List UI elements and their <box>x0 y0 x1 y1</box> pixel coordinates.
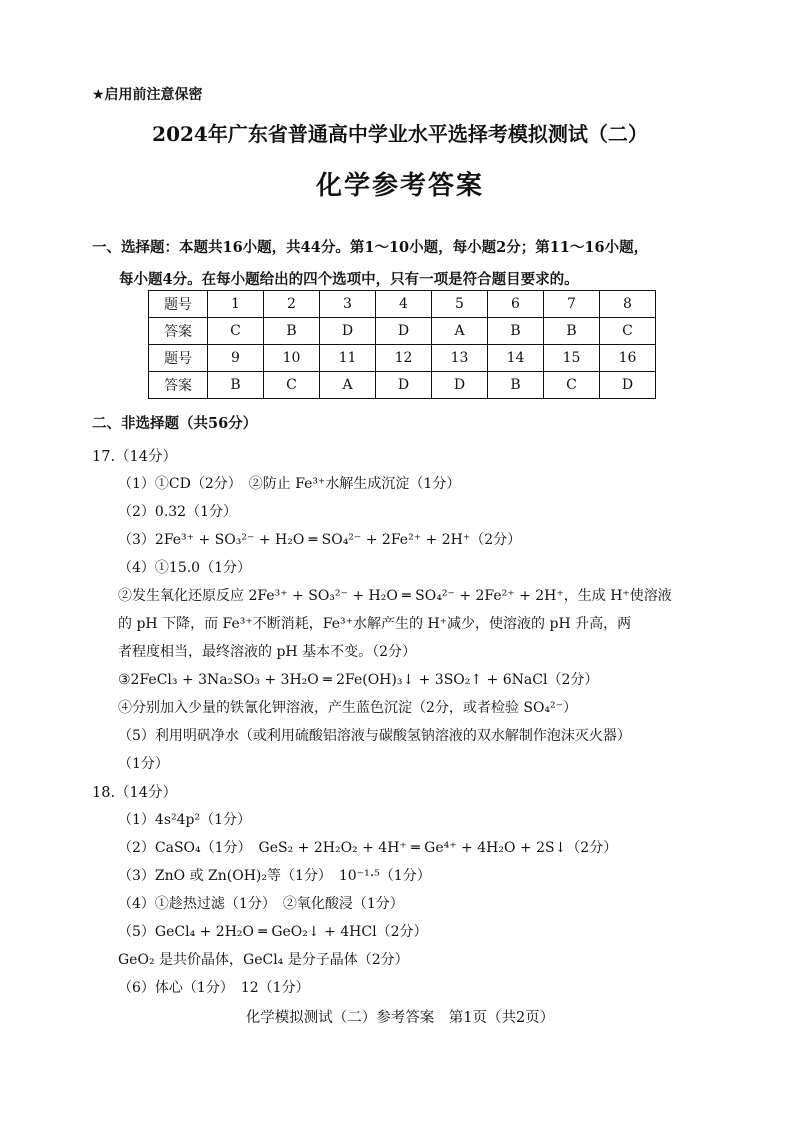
page-subtitle: 化学参考答案 <box>315 171 484 201</box>
table-cell: B <box>264 318 320 345</box>
answer-table <box>148 290 656 399</box>
table-cell: 6 <box>488 291 544 318</box>
table-cell: D <box>376 318 432 345</box>
table-cell: C <box>208 318 264 345</box>
section1-instructions <box>92 232 712 296</box>
table-cell: D <box>320 318 376 345</box>
q17-line: （3）2Fe³⁺ + SO₃²⁻ + H₂O ═ SO₄²⁻ + 2Fe²⁺ + 2H⁺（2分） <box>118 532 522 548</box>
table-cell: 题号 <box>149 345 208 372</box>
q18-line: （2）CaSO₄（1分） GeS₂ + 2H₂O₂ + 4H⁺ ═ Ge⁴⁺ + 4H₂O + 2S↓（2分） <box>118 840 618 856</box>
q17-line: ③2FeCl₃ + 3Na₂SO₃ + 3H₂O ═ 2Fe(OH)₃↓ + 3SO₂↑ + 6NaCl（2分） <box>118 672 599 688</box>
table-cell: 14 <box>488 345 544 372</box>
table-cell: A <box>432 318 488 345</box>
q17-line: （1分） <box>118 756 169 772</box>
table-cell: 5 <box>432 291 488 318</box>
table-cell: 8 <box>600 291 656 318</box>
table-row <box>149 345 656 372</box>
table-cell: 13 <box>432 345 488 372</box>
table-cell: 12 <box>376 345 432 372</box>
table-cell: D <box>432 372 488 399</box>
q18-label: 18.（14分） <box>92 785 178 801</box>
q18-line: （4）①趁热过滤（1分） ②氧化酸浸（1分） <box>118 896 404 912</box>
table-cell: 答案 <box>149 372 208 399</box>
table-cell: C <box>600 318 656 345</box>
table-row <box>149 291 656 318</box>
confidential-mark: ★启用前注意保密 <box>92 87 203 103</box>
q17-line: （5）利用明矾净水（或利用硫酸铝溶液与碳酸氢钠溶液的双水解制作泡沫灭火器） <box>118 728 631 744</box>
section1-line1: 一、选择题：本题共16小题，共44分。第1～10小题，每小题2分；第11～16小题， <box>92 239 649 256</box>
table-cell: 7 <box>544 291 600 318</box>
table-cell: B <box>488 372 544 399</box>
table-cell: C <box>264 372 320 399</box>
table-cell: 1 <box>208 291 264 318</box>
table-cell: 10 <box>264 345 320 372</box>
table-cell: 4 <box>376 291 432 318</box>
section1-line2: 每小题4分。在每小题给出的四个选项中，只有一项是符合题目要求的。 <box>119 271 579 288</box>
q17-line: （1）①CD（2分） ②防止 Fe³⁺水解生成沉淀（1分） <box>118 476 461 492</box>
table-row <box>149 372 656 399</box>
table-cell: B <box>544 318 600 345</box>
table-cell: C <box>544 372 600 399</box>
table-cell: 2 <box>264 291 320 318</box>
q17-line: （2）0.32（1分） <box>118 504 237 520</box>
table-cell: D <box>376 372 432 399</box>
q17-line: ②发生氧化还原反应 2Fe³⁺ + SO₃²⁻ + H₂O ═ SO₄²⁻ + 2Fe²⁺ + 2H⁺，生成 H⁺使溶液 <box>118 588 672 604</box>
q17-line: 的 pH 下降，而 Fe³⁺不断消耗，Fe³⁺水解产生的 H⁺减少，使溶液的 pH 升高，两 <box>118 616 632 632</box>
table-cell: D <box>600 372 656 399</box>
q18-line: （3）ZnO 或 Zn(OH)₂等（1分） 10⁻¹·⁵（1分） <box>118 868 431 884</box>
table-row <box>149 318 656 345</box>
q17-label: 17.（14分） <box>92 449 178 465</box>
table-cell: 题号 <box>149 291 208 318</box>
q17-line: （4）①15.0（1分） <box>118 560 251 576</box>
table-cell: 答案 <box>149 318 208 345</box>
table-cell: 16 <box>600 345 656 372</box>
table-cell: A <box>320 372 376 399</box>
table-cell: 11 <box>320 345 376 372</box>
page-footer: 化学模拟测试（二）参考答案 第1页（共2页） <box>245 1010 555 1026</box>
q18-line: （1）4s²4p²（1分） <box>118 812 251 828</box>
q17-line: 者程度相当，最终溶液的 pH 基本不变。（2分） <box>118 644 416 660</box>
section2-heading: 二、非选择题（共56分） <box>92 415 258 432</box>
table-cell: 9 <box>208 345 264 372</box>
table-cell: B <box>488 318 544 345</box>
page-title: 2024年广东省普通高中学业水平选择考模拟测试（二） <box>152 122 648 146</box>
table-cell: 15 <box>544 345 600 372</box>
q18-line: GeO₂ 是共价晶体，GeCl₄ 是分子晶体（2分） <box>118 952 409 968</box>
q18-line: （6）体心（1分） 12（1分） <box>118 980 310 996</box>
table-cell: B <box>208 372 264 399</box>
q17-line: ④分别加入少量的铁氰化钾溶液，产生蓝色沉淀（2分，或者检验 SO₄²⁻） <box>118 700 578 716</box>
q18-line: （5）GeCl₄ + 2H₂O ═ GeO₂↓ + 4HCl（2分） <box>118 924 428 940</box>
table-cell: 3 <box>320 291 376 318</box>
